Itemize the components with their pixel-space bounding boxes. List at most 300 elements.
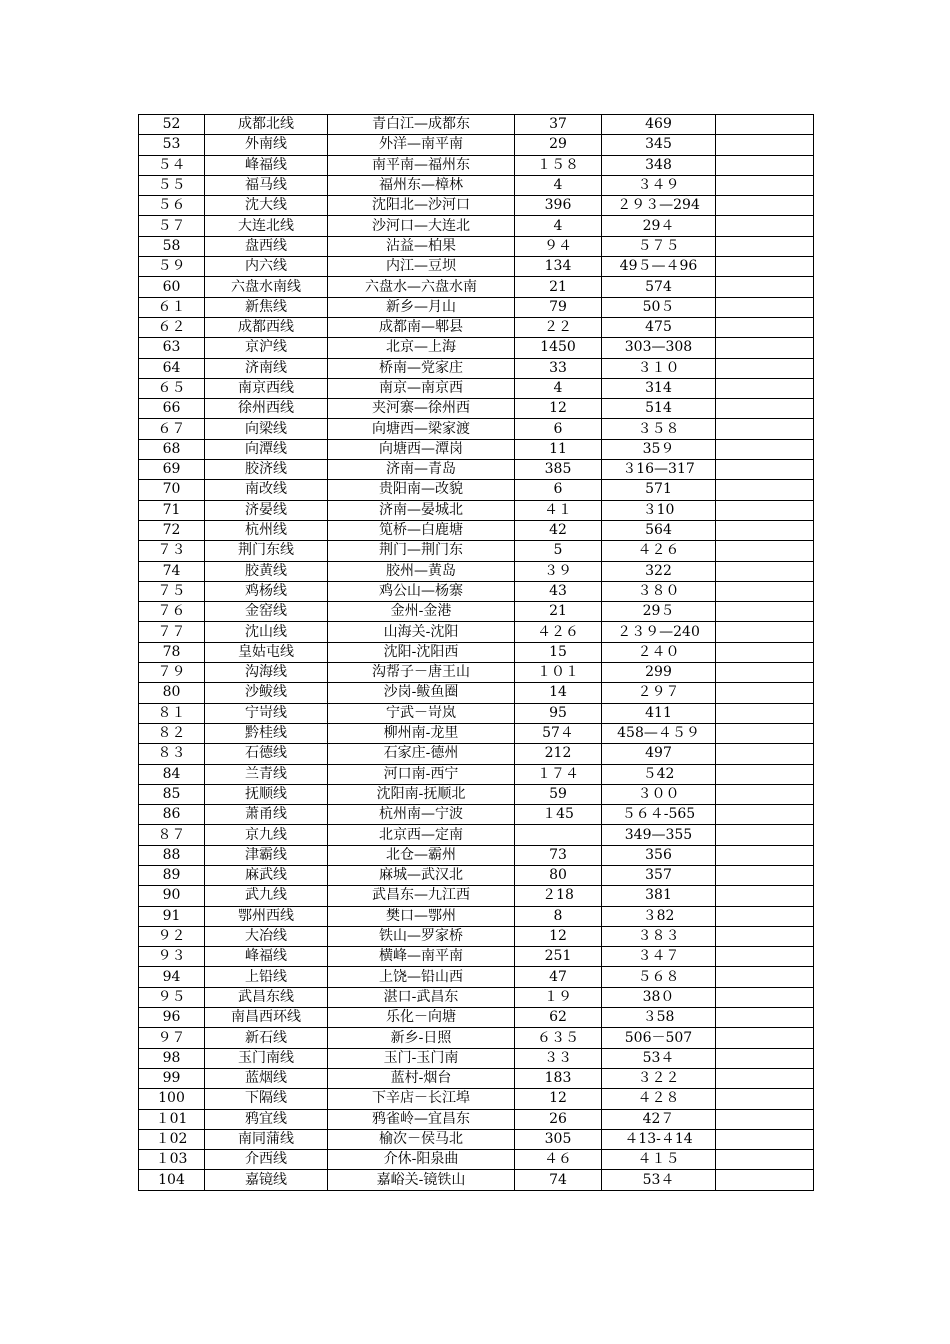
cell-note	[716, 480, 814, 500]
table-row	[139, 216, 814, 236]
cell-row-number: 86	[139, 805, 205, 825]
cell-line-name: 向梁线	[205, 419, 328, 439]
cell-length: 4	[515, 216, 602, 236]
cell-line-name: 津霸线	[205, 845, 328, 865]
cell-note	[716, 663, 814, 683]
cell-line-name: 麻武线	[205, 865, 328, 885]
cell-length: １７４	[515, 764, 602, 784]
cell-section: 沙河口—大连北	[328, 216, 515, 236]
cell-row-number: 74	[139, 561, 205, 581]
cell-note	[716, 175, 814, 195]
cell-length: ２18	[515, 886, 602, 906]
cell-note	[716, 1150, 814, 1170]
cell-line-name: 沟海线	[205, 663, 328, 683]
cell-section: 夹河寨—徐州西	[328, 399, 515, 419]
cell-length: 21	[515, 602, 602, 622]
cell-range: 475	[602, 317, 716, 337]
cell-row-number: ５５	[139, 175, 205, 195]
cell-row-number: ８２	[139, 723, 205, 743]
cell-note	[716, 744, 814, 764]
cell-line-name: 大冶线	[205, 926, 328, 946]
cell-row-number: ７３	[139, 541, 205, 561]
cell-row-number: 91	[139, 906, 205, 926]
cell-range: ３００	[602, 784, 716, 804]
cell-row-number: 53	[139, 135, 205, 155]
cell-range: ３２２	[602, 1068, 716, 1088]
cell-row-number: ８３	[139, 744, 205, 764]
table-row	[139, 399, 814, 419]
cell-range: 357	[602, 865, 716, 885]
cell-length: 37	[515, 115, 602, 135]
cell-row-number: 85	[139, 784, 205, 804]
cell-note	[716, 115, 814, 135]
cell-range: 29５	[602, 602, 716, 622]
cell-line-name: 新石线	[205, 1028, 328, 1048]
cell-note	[716, 581, 814, 601]
cell-line-name: 鸦宜线	[205, 1109, 328, 1129]
cell-section: 福州东—樟林	[328, 175, 515, 195]
cell-line-name: 沙鲅线	[205, 683, 328, 703]
cell-section: 横峰—南平南	[328, 947, 515, 967]
cell-row-number: ９５	[139, 987, 205, 1007]
cell-length: 15	[515, 642, 602, 662]
cell-row-number: 104	[139, 1170, 205, 1190]
cell-note	[716, 805, 814, 825]
cell-length: 33	[515, 358, 602, 378]
cell-section: 沙岗-鲅鱼圈	[328, 683, 515, 703]
table-row	[139, 581, 814, 601]
table-row	[139, 500, 814, 520]
cell-note	[716, 155, 814, 175]
cell-section: 济南—晏城北	[328, 500, 515, 520]
cell-line-name: 外南线	[205, 135, 328, 155]
cell-row-number: 69	[139, 460, 205, 480]
table-row	[139, 1048, 814, 1068]
cell-range: ３10	[602, 500, 716, 520]
cell-note	[716, 886, 814, 906]
cell-range: 299	[602, 663, 716, 683]
cell-note	[716, 906, 814, 926]
cell-length: ２２	[515, 317, 602, 337]
cell-note	[716, 520, 814, 540]
cell-line-name: 玉门南线	[205, 1048, 328, 1068]
cell-note	[716, 1109, 814, 1129]
cell-row-number: １02	[139, 1129, 205, 1149]
table-row	[139, 297, 814, 317]
cell-line-name: 成都西线	[205, 317, 328, 337]
cell-section: 成都南—郫县	[328, 317, 515, 337]
cell-row-number: 100	[139, 1089, 205, 1109]
cell-section: 沈阳-沈阳西	[328, 642, 515, 662]
cell-range: 345	[602, 135, 716, 155]
cell-row-number: 78	[139, 642, 205, 662]
cell-length: 57４	[515, 723, 602, 743]
table-row	[139, 460, 814, 480]
cell-length: 6	[515, 480, 602, 500]
cell-line-name: 黔桂线	[205, 723, 328, 743]
cell-range: 314	[602, 378, 716, 398]
table-row	[139, 1170, 814, 1190]
table-row	[139, 277, 814, 297]
railway-line-table	[138, 114, 814, 1191]
cell-range: ５６８	[602, 967, 716, 987]
cell-length: 59	[515, 784, 602, 804]
cell-note	[716, 399, 814, 419]
cell-section: 麻城—武汉北	[328, 865, 515, 885]
cell-row-number: ５９	[139, 257, 205, 277]
cell-line-name: 金窑线	[205, 602, 328, 622]
cell-range: 29４	[602, 216, 716, 236]
cell-length: １０１	[515, 663, 602, 683]
table-row	[139, 439, 814, 459]
cell-line-name: 南京西线	[205, 378, 328, 398]
cell-note	[716, 1008, 814, 1028]
table-row	[139, 1150, 814, 1170]
cell-length: 47	[515, 967, 602, 987]
table-row	[139, 236, 814, 256]
table-row	[139, 683, 814, 703]
cell-note	[716, 1048, 814, 1068]
cell-note	[716, 500, 814, 520]
cell-range: ３１０	[602, 358, 716, 378]
cell-row-number: 52	[139, 115, 205, 135]
table-row	[139, 1068, 814, 1088]
table-row	[139, 155, 814, 175]
cell-section: 金州-金港	[328, 602, 515, 622]
cell-line-name: 杭州线	[205, 520, 328, 540]
table-row	[139, 784, 814, 804]
cell-note	[716, 602, 814, 622]
cell-row-number: ７６	[139, 602, 205, 622]
cell-line-name: 武九线	[205, 886, 328, 906]
cell-note	[716, 135, 814, 155]
cell-length: 4	[515, 175, 602, 195]
cell-line-name: 武昌东线	[205, 987, 328, 1007]
table-row	[139, 338, 814, 358]
cell-row-number: 66	[139, 399, 205, 419]
cell-note	[716, 926, 814, 946]
cell-note	[716, 236, 814, 256]
cell-length: 396	[515, 196, 602, 216]
cell-line-name: 南改线	[205, 480, 328, 500]
table-row	[139, 419, 814, 439]
cell-line-name: 新焦线	[205, 297, 328, 317]
cell-line-name: 宁岢线	[205, 703, 328, 723]
cell-line-name: 皇姑屯线	[205, 642, 328, 662]
cell-length: 6	[515, 419, 602, 439]
cell-range: ４２６	[602, 541, 716, 561]
cell-note	[716, 216, 814, 236]
cell-row-number: ５６	[139, 196, 205, 216]
cell-section: 济南—青岛	[328, 460, 515, 480]
cell-note	[716, 419, 814, 439]
cell-line-name: 上铅线	[205, 967, 328, 987]
cell-length: ６３５	[515, 1028, 602, 1048]
cell-length	[515, 825, 602, 845]
cell-section: 内江—豆坝	[328, 257, 515, 277]
cell-note	[716, 622, 814, 642]
cell-section: 鸡公山—杨寨	[328, 581, 515, 601]
cell-section: 樊口—鄂州	[328, 906, 515, 926]
table-row	[139, 744, 814, 764]
cell-note	[716, 1089, 814, 1109]
cell-note	[716, 987, 814, 1007]
cell-length: 12	[515, 926, 602, 946]
cell-range: ４13-４14	[602, 1129, 716, 1149]
cell-range: ３４９	[602, 175, 716, 195]
cell-section: 向塘西—梁家渡	[328, 419, 515, 439]
cell-row-number: 68	[139, 439, 205, 459]
cell-length: ３９	[515, 561, 602, 581]
cell-line-name: 南同蒲线	[205, 1129, 328, 1149]
cell-length: 385	[515, 460, 602, 480]
cell-length: 79	[515, 297, 602, 317]
cell-row-number: 94	[139, 967, 205, 987]
cell-section: 胶州—黄岛	[328, 561, 515, 581]
cell-section: 桥南—党家庄	[328, 358, 515, 378]
cell-section: 笕桥—白鹿塘	[328, 520, 515, 540]
cell-line-name: 鄂州西线	[205, 906, 328, 926]
table-row	[139, 764, 814, 784]
cell-note	[716, 967, 814, 987]
cell-range: 42７	[602, 1109, 716, 1129]
cell-section: 外洋—南平南	[328, 135, 515, 155]
table-row	[139, 723, 814, 743]
cell-note	[716, 784, 814, 804]
cell-section: 鸦雀岭—宜昌东	[328, 1109, 515, 1129]
cell-length: 21	[515, 277, 602, 297]
cell-line-name: 京沪线	[205, 338, 328, 358]
cell-note	[716, 277, 814, 297]
cell-line-name: 济晏线	[205, 500, 328, 520]
cell-note	[716, 764, 814, 784]
table-row	[139, 358, 814, 378]
cell-range: 49５—４96	[602, 257, 716, 277]
table-row	[139, 947, 814, 967]
cell-line-name: 嘉镜线	[205, 1170, 328, 1190]
cell-length: 95	[515, 703, 602, 723]
cell-row-number: ８７	[139, 825, 205, 845]
cell-row-number: ９２	[139, 926, 205, 946]
cell-length: 305	[515, 1129, 602, 1149]
cell-line-name: 抚顺线	[205, 784, 328, 804]
cell-section: 新乡-日照	[328, 1028, 515, 1048]
cell-row-number: 72	[139, 520, 205, 540]
table-row	[139, 906, 814, 926]
cell-length: １５８	[515, 155, 602, 175]
table-row	[139, 175, 814, 195]
cell-note	[716, 196, 814, 216]
cell-line-name: 鸡杨线	[205, 581, 328, 601]
cell-range: ３８３	[602, 926, 716, 946]
cell-row-number: 89	[139, 865, 205, 885]
cell-length: 134	[515, 257, 602, 277]
cell-section: 向塘西—潭岗	[328, 439, 515, 459]
cell-section: 宁武－岢岚	[328, 703, 515, 723]
cell-range: 303—308	[602, 338, 716, 358]
cell-length: 1450	[515, 338, 602, 358]
cell-row-number: 98	[139, 1048, 205, 1068]
cell-length: 11	[515, 439, 602, 459]
cell-section: 北京西—定南	[328, 825, 515, 845]
cell-row-number: １01	[139, 1109, 205, 1129]
cell-section: 沾益—柏果	[328, 236, 515, 256]
cell-section: 榆次－侯马北	[328, 1129, 515, 1149]
cell-row-number: 60	[139, 277, 205, 297]
cell-range: 574	[602, 277, 716, 297]
cell-line-name: 胶黄线	[205, 561, 328, 581]
cell-row-number: ７７	[139, 622, 205, 642]
cell-row-number: 90	[139, 886, 205, 906]
cell-line-name: 下隔线	[205, 1089, 328, 1109]
cell-length: １45	[515, 805, 602, 825]
cell-row-number: ６７	[139, 419, 205, 439]
cell-note	[716, 317, 814, 337]
cell-line-name: 沈大线	[205, 196, 328, 216]
table-row	[139, 1089, 814, 1109]
cell-range: 469	[602, 115, 716, 135]
cell-note	[716, 541, 814, 561]
cell-section: 北仓—霸州	[328, 845, 515, 865]
cell-row-number: 88	[139, 845, 205, 865]
cell-row-number: ７９	[139, 663, 205, 683]
cell-length: 42	[515, 520, 602, 540]
cell-line-name: 峰福线	[205, 155, 328, 175]
cell-section: 上饶—铅山西	[328, 967, 515, 987]
cell-length: 14	[515, 683, 602, 703]
cell-range: 497	[602, 744, 716, 764]
cell-section: 湛口-武昌东	[328, 987, 515, 1007]
cell-row-number: ６５	[139, 378, 205, 398]
cell-note	[716, 845, 814, 865]
cell-line-name: 峰福线	[205, 947, 328, 967]
cell-length: 26	[515, 1109, 602, 1129]
cell-line-name: 荆门东线	[205, 541, 328, 561]
cell-note	[716, 947, 814, 967]
cell-range: 38０	[602, 987, 716, 1007]
cell-line-name: 石德线	[205, 744, 328, 764]
cell-range: 514	[602, 399, 716, 419]
cell-length: ４６	[515, 1150, 602, 1170]
cell-range: 381	[602, 886, 716, 906]
cell-row-number: １03	[139, 1150, 205, 1170]
cell-note	[716, 865, 814, 885]
cell-row-number: 70	[139, 480, 205, 500]
cell-length: ４２６	[515, 622, 602, 642]
cell-section: 荆门—荆门东	[328, 541, 515, 561]
table-row	[139, 378, 814, 398]
cell-section: 铁山—罗家桥	[328, 926, 515, 946]
table-row	[139, 561, 814, 581]
cell-range: 348	[602, 155, 716, 175]
cell-range: 564	[602, 520, 716, 540]
cell-section: 山海关-沈阳	[328, 622, 515, 642]
cell-note	[716, 642, 814, 662]
cell-line-name: 六盘水南线	[205, 277, 328, 297]
cell-range: ５42	[602, 764, 716, 784]
cell-range: 356	[602, 845, 716, 865]
cell-line-name: 福马线	[205, 175, 328, 195]
cell-note	[716, 358, 814, 378]
cell-row-number: ９３	[139, 947, 205, 967]
cell-range: 322	[602, 561, 716, 581]
cell-row-number: ５７	[139, 216, 205, 236]
cell-row-number: 99	[139, 1068, 205, 1088]
cell-range: ３８０	[602, 581, 716, 601]
cell-note	[716, 257, 814, 277]
cell-range: 35９	[602, 439, 716, 459]
table-row	[139, 642, 814, 662]
cell-section: 乐化－向塘	[328, 1008, 515, 1028]
cell-line-name: 兰青线	[205, 764, 328, 784]
cell-section: 南平南—福州东	[328, 155, 515, 175]
cell-section: 石家庄-德州	[328, 744, 515, 764]
cell-length: ９４	[515, 236, 602, 256]
cell-length: 12	[515, 399, 602, 419]
cell-note	[716, 723, 814, 743]
cell-note	[716, 825, 814, 845]
cell-line-name: 萧甬线	[205, 805, 328, 825]
table-row	[139, 480, 814, 500]
cell-section: 沈阳北—沙河口	[328, 196, 515, 216]
cell-row-number: 71	[139, 500, 205, 520]
cell-length: 29	[515, 135, 602, 155]
table-row	[139, 257, 814, 277]
cell-range: 50５	[602, 297, 716, 317]
table-row	[139, 1008, 814, 1028]
cell-range: ２９７	[602, 683, 716, 703]
cell-length: 80	[515, 865, 602, 885]
cell-note	[716, 683, 814, 703]
cell-range: 411	[602, 703, 716, 723]
table-row	[139, 541, 814, 561]
cell-line-name: 向潭线	[205, 439, 328, 459]
table-row	[139, 926, 814, 946]
cell-length: 74	[515, 1170, 602, 1190]
cell-section: 蓝村-烟台	[328, 1068, 515, 1088]
table-row	[139, 663, 814, 683]
table-row	[139, 967, 814, 987]
cell-range: ４２８	[602, 1089, 716, 1109]
cell-section: 武昌东—九江西	[328, 886, 515, 906]
table-row	[139, 1109, 814, 1129]
table-row	[139, 1028, 814, 1048]
cell-section: 玉门-玉门南	[328, 1048, 515, 1068]
cell-length: 62	[515, 1008, 602, 1028]
cell-row-number: 96	[139, 1008, 205, 1028]
cell-section: 杭州南—宁波	[328, 805, 515, 825]
cell-range: ２３９—240	[602, 622, 716, 642]
cell-note	[716, 338, 814, 358]
cell-row-number: 84	[139, 764, 205, 784]
cell-section: 北京—上海	[328, 338, 515, 358]
table-row	[139, 703, 814, 723]
cell-range: ３82	[602, 906, 716, 926]
table-row	[139, 865, 814, 885]
cell-note	[716, 703, 814, 723]
table-body	[139, 115, 814, 1191]
cell-note	[716, 460, 814, 480]
cell-length: 12	[515, 1089, 602, 1109]
cell-section: 下辛店－长江埠	[328, 1089, 515, 1109]
cell-line-name: 沈山线	[205, 622, 328, 642]
cell-section: 沟帮子－唐王山	[328, 663, 515, 683]
cell-range: 506－507	[602, 1028, 716, 1048]
table-row	[139, 602, 814, 622]
cell-section: 南京—南京西	[328, 378, 515, 398]
cell-range: ５６４-565	[602, 805, 716, 825]
cell-line-name: 济南线	[205, 358, 328, 378]
